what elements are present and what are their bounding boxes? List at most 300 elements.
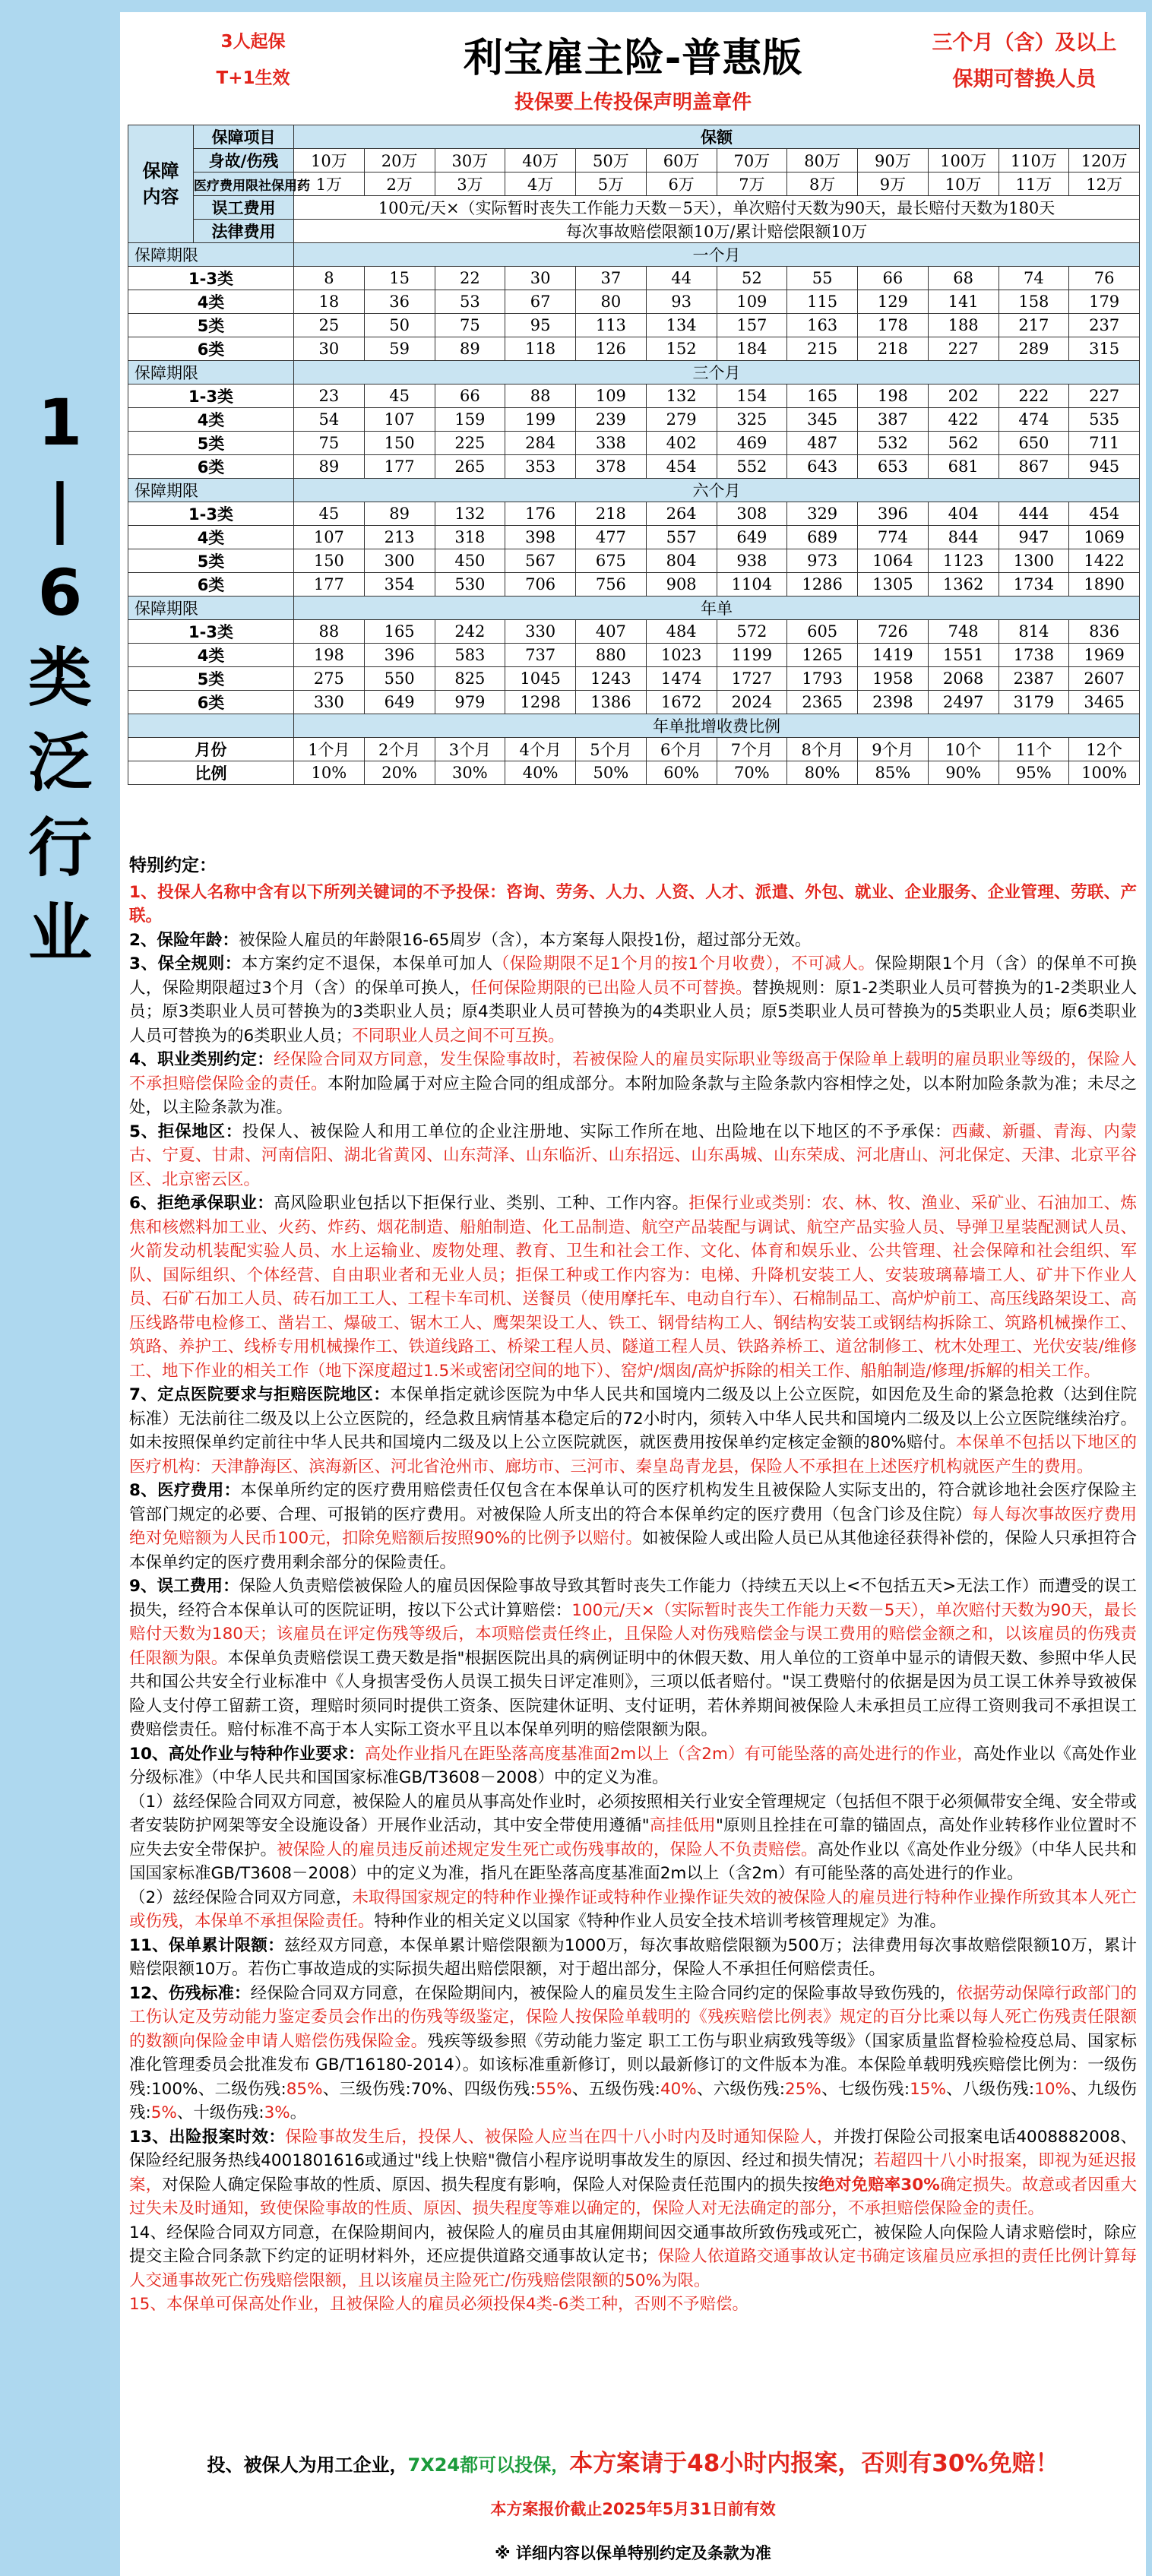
term-text: 6、拒绝承保职业： (129, 1194, 274, 1213)
death-value: 60万 (646, 149, 717, 172)
premium-cell: 1727 (717, 667, 787, 691)
premium-cell: 947 (999, 526, 1069, 549)
premium-cell: 315 (1069, 337, 1140, 361)
term-item (129, 1048, 1137, 1120)
term-text: 兹经双方同意，本保单累计赔偿限额为1000万，每次事故赔偿限额为500万；法律费用每次事故赔偿限额10万，累计赔偿限额10万。若伤亡事故造成的实际损失超出赔偿限额，对于超出部分，保险人不承担任何赔偿责任。 (129, 1935, 1137, 1979)
premium-cell: 188 (928, 314, 999, 337)
premium-cell: 225 (435, 432, 505, 455)
premium-cell: 289 (999, 337, 1069, 361)
premium-cell: 177 (294, 573, 365, 597)
term-text: 15、本保单可保高处作业，且被保险人的雇员必须投保4类-6类工种，否则不予赔偿。 (129, 2295, 748, 2314)
term-text: 10、高处作业与特种作业要求： (129, 1744, 365, 1764)
premium-cell: 748 (928, 620, 999, 644)
premium-cell: 908 (646, 573, 717, 597)
premium-cell: 213 (364, 526, 435, 549)
premium-cell: 1305 (858, 573, 929, 597)
premium-cell: 176 (505, 502, 576, 526)
term-text: 保险人依道路交通事故认定书确定该雇员应承担的责任比例计算每人交通事故死亡伤残赔偿限额，且以该雇员主险死亡/伤残赔偿限额的50%为限。 (129, 2247, 1137, 2290)
premium-cell: 217 (999, 314, 1069, 337)
term-text: 任何保险期限的已出险人员不可替换。 (470, 978, 752, 998)
footer-line1-a: 投、被保人为用工企业， (207, 2454, 408, 2476)
table-row (128, 714, 1140, 738)
period-label: 保障期限 (128, 597, 294, 620)
term-item (129, 929, 1137, 953)
premium-cell: 37 (576, 267, 647, 290)
ratio-blank (128, 714, 294, 738)
premium-cell: 132 (646, 385, 717, 408)
table-row (128, 573, 1140, 597)
medical-value: 6万 (646, 172, 717, 196)
item-label: 保障项目 (194, 125, 294, 149)
ratio-cell: 80% (787, 761, 858, 785)
term-text: 高处作业以《高处作业分级标准》（中华人民共和国国家标准GB/T3608－2008）中的定义为准。 (129, 1744, 1137, 1787)
term-text: 5、拒保地区： (129, 1122, 243, 1141)
premium-cell: 880 (576, 644, 647, 667)
side-title-char: 类 (27, 641, 92, 715)
legal-label: 法律费用 (194, 220, 294, 243)
medical-label: 医疗费用限社保用药 (194, 172, 294, 196)
ratio-title: 年单批增收费比例 (294, 714, 1140, 738)
premium-cell: 422 (928, 408, 999, 432)
premium-cell: 338 (576, 432, 647, 455)
class-label: 5类 (128, 549, 294, 573)
premium-cell: 979 (435, 691, 505, 714)
table-row (128, 149, 1140, 172)
table-row (128, 385, 1140, 408)
term-text: 保险人负责赔偿被保险人的雇员因保险事故导致其暂时丧失工作能力（持续五天以上<不包括五天>无法工作）而遭受的误工损失，经符合本保单认可的医院证明，按以下公式计算赔偿： (129, 1577, 1137, 1620)
period-name: 六个月 (294, 479, 1140, 502)
term-text: 、八级伤残: (945, 2079, 1035, 2099)
table-row (128, 479, 1140, 502)
ratio-cell: 95% (999, 761, 1069, 785)
premium-cell: 163 (787, 314, 858, 337)
document (120, 12, 1146, 2576)
premium-cell: 107 (294, 526, 365, 549)
premium-cell: 530 (435, 573, 505, 597)
death-value: 50万 (576, 149, 647, 172)
premium-cell: 1023 (646, 644, 717, 667)
table-row (128, 220, 1140, 243)
footer-line1-b: 7X24都可以投保， (407, 2454, 570, 2476)
term-item (129, 1934, 1137, 1982)
premium-cell: 353 (505, 455, 576, 479)
class-label: 5类 (128, 432, 294, 455)
term-text: 经保险合同双方同意，在保险期间内，被保险人的雇员发生主险合同约定的保险事故导致伤残的， (250, 1983, 957, 2003)
death-value: 100万 (928, 149, 999, 172)
medical-value: 4万 (505, 172, 576, 196)
premium-cell: 178 (858, 314, 929, 337)
class-label: 1-3类 (128, 385, 294, 408)
premium-cell: 165 (787, 385, 858, 408)
premium-cell: 706 (505, 573, 576, 597)
premium-cell: 95 (505, 314, 576, 337)
month-cell: 3个月 (435, 738, 505, 761)
premium-cell: 867 (999, 455, 1069, 479)
premium-cell: 67 (505, 290, 576, 314)
premium-cell: 844 (928, 526, 999, 549)
premium-cell: 222 (999, 385, 1069, 408)
premium-cell: 184 (717, 337, 787, 361)
term-text: 绝对免赔率30% (818, 2175, 940, 2195)
term-text: 2、保险年龄： (129, 930, 239, 950)
month-cell: 4个月 (505, 738, 576, 761)
premium-label: 保额 (294, 125, 1140, 149)
premium-cell: 75 (294, 432, 365, 455)
ratio-cell: 40% (505, 761, 576, 785)
table-row (128, 290, 1140, 314)
term-text: 7、定点医院要求与拒赔医院地区： (129, 1385, 391, 1404)
medical-value: 8万 (787, 172, 858, 196)
table-row (128, 620, 1140, 644)
premium-cell: 242 (435, 620, 505, 644)
premium-cell: 115 (787, 290, 858, 314)
period-label: 保障期限 (128, 243, 294, 267)
special-terms-list (129, 881, 1137, 2317)
premium-cell: 265 (435, 455, 505, 479)
header-left-line2: T+1生效 (216, 68, 290, 88)
premium-cell: 1064 (858, 549, 929, 573)
term-text: 、五级伤残: (571, 2079, 660, 2099)
premium-cell: 1738 (999, 644, 1069, 667)
month-cell: 5个月 (576, 738, 647, 761)
term-text: 特种作业的相关定义以国家《特种作业人员安全技术培训考核管理规定》为准。 (374, 1912, 947, 1931)
premium-cell: 1969 (1069, 644, 1140, 667)
death-value: 80万 (787, 149, 858, 172)
premium-cell: 1265 (787, 644, 858, 667)
premium-cell: 836 (1069, 620, 1140, 644)
term-text: 11、保单累计限额： (129, 1935, 284, 1955)
premium-cell: 1793 (787, 667, 858, 691)
term-text: 14、经保险合同双方同意，在保险期间内，被保险人的雇员由其雇佣期间因交通事故所致伤残或死亡，被保险人向保险人请求赔偿时，除应提交主险合同条款下约定的证明材料外，还应提供道路交通事故认定书； (129, 2223, 1137, 2266)
premium-cell: 158 (999, 290, 1069, 314)
page-title: 利宝雇主险-普惠版 (463, 36, 803, 81)
term-text: 本保单不包括以下地区的医疗机构：天津静海区、滨海新区、河北省沧州市、廊坊市、三河市、秦皇岛青龙县，保险人不承担在上述医疗机构就医产生的费用。 (129, 1433, 1137, 1476)
premium-cell: 76 (1069, 267, 1140, 290)
medical-value: 9万 (858, 172, 929, 196)
premium-cell: 15 (364, 267, 435, 290)
header (120, 12, 1146, 138)
premium-cell: 141 (928, 290, 999, 314)
term-text: 被保险人的雇员违反前述规定发生死亡或伤残事故的，保险人不负责赔偿。 (277, 1840, 818, 1859)
premium-cell: 2024 (717, 691, 787, 714)
premium-cell: 407 (576, 620, 647, 644)
class-label: 4类 (128, 526, 294, 549)
medical-value: 2万 (364, 172, 435, 196)
premium-cell: 150 (364, 432, 435, 455)
term-item (129, 1191, 1137, 1383)
premium-cell: 227 (1069, 385, 1140, 408)
term-text: 1、投保人名称中含有以下所列关键词的不予投保：咨询、劳务、人力、人资、人才、派遣、外包、就业、企业服务、企业管理、劳联、产联。 (129, 882, 1137, 926)
month-label: 月份 (128, 738, 294, 761)
footer-disclaimer: ※ 详细内容以保单特别约定及条款为准 (495, 2544, 771, 2562)
ratio-cell: 50% (576, 761, 647, 785)
premium-cell: 550 (364, 667, 435, 691)
premium-cell: 474 (999, 408, 1069, 432)
term-text: 拒保行业或类别：农、林、牧、渔业、采矿业、石油加工、炼焦和核燃料加工业、火药、炸药、烟花制造、船舶制造、化工品制造、航空产品装配与调试、航空产品实验人员、导弹卫星装配测试人员、火箭发动机装配实验人员、水上运输业、废物处理、教育、卫生和社会工作、文化、体育和娱乐业、公共管理、社会保障和社会组织、军队、国际组织、个体经营、自由职业者和无业人员；拒保工种或工作内容为：电梯、升降机安装工人、安装玻璃幕墙工人、矿井下作业人员、石矿石加工人员、砖石加工工人、工程卡车司机、送餐员（使用摩托车、电动自行车）、石棉制品工、高炉炉前工、高压线路架设工、高压线路带电检修工、凿岩工、爆破工、锯木工人、鹰架架设工人、铁工、钢骨结构工人、钢结构安装工或钢结构拆除工、筑路机械操作工、筑路、养护工、线桥专用机械操作工、铁道线路工、桥梁工程人员、隧道工程人员、铁路养桥工、道岔制修工、枕木处理工、光伏安装/维修工、地下作业的相关工作（地下深度超过1.5米或密闭空间的地下）、窑炉/烟囱/高炉拆除的相关工作、船舶制造/修理/拆解的相关工作。 (129, 1194, 1137, 1381)
death-label: 身故/伤残 (194, 149, 294, 172)
term-text: （1）兹经保险合同双方同意，被保险人的雇员从事高处作业时，必须按照相关行业安全管理规定（包括但不限于必须佩带安全绳、安全带或者安装防护网架等安全设施设备）开展作业活动，其中安全带使用遵循" (129, 1792, 1137, 1835)
premium-cell: 825 (435, 667, 505, 691)
premium-cell: 150 (294, 549, 365, 573)
term-text: 投保人、被保险人和用工单位的企业注册地、实际工作所在地、出险地在以下地区的不予承保： (242, 1122, 952, 1141)
term-text: 、十级伤残: (176, 2103, 264, 2122)
premium-cell: 2607 (1069, 667, 1140, 691)
premium-cell: 469 (717, 432, 787, 455)
table-row (128, 337, 1140, 361)
premium-cell: 218 (858, 337, 929, 361)
class-label: 6类 (128, 691, 294, 714)
class-label: 1-3类 (128, 502, 294, 526)
premium-cell: 562 (928, 432, 999, 455)
premium-cell: 8 (294, 267, 365, 290)
premium-cell: 154 (717, 385, 787, 408)
class-label: 5类 (128, 667, 294, 691)
term-item (129, 1383, 1137, 1479)
premium-cell: 134 (646, 314, 717, 337)
ratio-cell: 60% (646, 761, 717, 785)
table-row (128, 267, 1140, 290)
premium-cell: 74 (999, 267, 1069, 290)
premium-cell: 402 (646, 432, 717, 455)
premium-cell: 284 (505, 432, 576, 455)
footer (120, 2441, 1146, 2568)
term-text: 100元/天×（实际暂时丧失工作能力天数－5天），单次赔付天数为90天，最长赔付天数为180天；该雇员在评定伤残等级后，本项赔偿责任终止，且保险人对伤残赔偿金与误工费用的赔偿金额之和，以该雇员的伤残责任限额为限。 (129, 1600, 1137, 1668)
term-text: 替换规则：原1-2类职业人员可替换为的1-2类职业人员；原3类职业人员可替换为的3类职业人员；原4类职业人员可替换为的4类职业人员；原5类职业人员可替换为的5类职业人员；原6类职业人员可替换为的6类职业人员； (129, 978, 1137, 1046)
term-text: 保险期限1个月（含）的保单不可换人，保险期限超过3个月（含）的保单可换人， (129, 954, 1137, 998)
header-left-line1: 3人起保 (220, 32, 286, 52)
term-item (129, 1982, 1137, 2125)
premium-cell: 113 (576, 314, 647, 337)
month-cell: 6个月 (646, 738, 717, 761)
premium-cell: 2068 (928, 667, 999, 691)
side-title-char: 泛 (27, 726, 92, 800)
premium-cell: 649 (364, 691, 435, 714)
term-text: 、六级伤残: (696, 2079, 786, 2099)
premium-cell: 30 (294, 337, 365, 361)
premium-cell: 1243 (576, 667, 647, 691)
special-terms (129, 854, 1137, 2317)
premium-cell: 50 (364, 314, 435, 337)
premium-cell: 52 (717, 267, 787, 290)
term-text: 8、医疗费用： (129, 1481, 241, 1500)
term-item (129, 1742, 1137, 1790)
table-row (128, 172, 1140, 196)
period-label: 保障期限 (128, 479, 294, 502)
class-label: 6类 (128, 573, 294, 597)
premium-cell: 129 (858, 290, 929, 314)
term-text: 、九级伤残: (129, 2079, 1137, 2122)
premium-cell: 814 (999, 620, 1069, 644)
premium-cell: 396 (858, 502, 929, 526)
premium-cell: 198 (294, 644, 365, 667)
term-item (129, 1120, 1137, 1192)
premium-cell: 318 (435, 526, 505, 549)
premium-cell: 532 (858, 432, 929, 455)
term-text: 本保单所约定的医疗费用赔偿责任仅包含在本保单认可的医疗机构发生且被保险人实际支出的，符合就诊地社会医疗保险主管部门规定的必要、合理、可报销的医疗费用。对被保险人所支出的符合本保单约定的医疗费用（包含门诊及住院） (129, 1481, 1137, 1524)
premium-cell: 2365 (787, 691, 858, 714)
term-text: 本附加险属于对应主险合同的组成部分。本附加险条款与主险条款内容相悖之处，以本附加险条款为准；未尽之处，以主险条款为准。 (129, 1074, 1137, 1117)
premium-cell: 1419 (858, 644, 929, 667)
period-label: 保障期限 (128, 361, 294, 385)
premium-cell: 22 (435, 267, 505, 290)
premium-cell: 179 (1069, 290, 1140, 314)
class-label: 4类 (128, 408, 294, 432)
premium-cell: 1474 (646, 667, 717, 691)
medical-value: 7万 (717, 172, 787, 196)
table-row (128, 549, 1140, 573)
term-item (129, 1479, 1137, 1574)
premium-cell: 387 (858, 408, 929, 432)
premium-cell: 484 (646, 620, 717, 644)
term-text: 、七级伤残: (821, 2079, 910, 2099)
premium-cell: 25 (294, 314, 365, 337)
premium-cell: 53 (435, 290, 505, 314)
premium-cell: 1890 (1069, 573, 1140, 597)
premium-cell: 159 (435, 408, 505, 432)
premium-cell: 88 (294, 620, 365, 644)
premium-cell: 1069 (1069, 526, 1140, 549)
ratio-cell: 30% (435, 761, 505, 785)
premium-cell: 572 (717, 620, 787, 644)
premium-cell: 354 (364, 573, 435, 597)
medical-value: 11万 (999, 172, 1069, 196)
premium-cell: 107 (364, 408, 435, 432)
premium-cell: 378 (576, 455, 647, 479)
premium-cell: 535 (1069, 408, 1140, 432)
footer-line1-c: 本方案请于48小时内报案，否则有30%免赔！ (569, 2450, 1059, 2477)
term-text: "原则且拴挂在可靠的锚固点，高处作业转移作业位置时不应失去安全带保护。 (129, 1816, 1137, 1859)
premium-cell: 215 (787, 337, 858, 361)
premium-cell: 109 (717, 290, 787, 314)
premium-cell: 804 (646, 549, 717, 573)
term-text: 。 (290, 2103, 307, 2122)
premium-cell: 54 (294, 408, 365, 432)
death-value: 110万 (999, 149, 1069, 172)
ratio-label: 比例 (128, 761, 294, 785)
premium-cell: 650 (999, 432, 1069, 455)
premium-cell: 726 (858, 620, 929, 644)
table-row (128, 691, 1140, 714)
term-text: 高风险职业包括以下拒保行业、类别、工种、工作内容。 (274, 1194, 689, 1213)
premium-cell: 199 (505, 408, 576, 432)
term-item (129, 952, 1137, 1048)
premium-cell: 88 (505, 385, 576, 408)
period-name: 一个月 (294, 243, 1140, 267)
premium-cell: 275 (294, 667, 365, 691)
premium-cell: 18 (294, 290, 365, 314)
table-row (128, 761, 1140, 785)
term-text: 依据劳动保障行政部门的工伤认定及劳动能力鉴定委员会作出的伤残等级鉴定，保险人按保险单载明的《残疾赔偿比例表》规定的百分比乘以每人死亡伤残责任限额的数额向保险金申请人赔偿伤残保险金。 (129, 1983, 1137, 2051)
premium-cell: 938 (717, 549, 787, 573)
term-text: 15% (910, 2079, 946, 2099)
premium-cell: 643 (787, 455, 858, 479)
premium-cell: 1199 (717, 644, 787, 667)
ratio-cell: 85% (858, 761, 929, 785)
premium-cell: 649 (717, 526, 787, 549)
ratio-cell: 90% (928, 761, 999, 785)
premium-cell: 1298 (505, 691, 576, 714)
term-item (129, 1790, 1137, 1886)
premium-cell: 227 (928, 337, 999, 361)
premium-cell: 653 (858, 455, 929, 479)
term-text: 9、误工费用： (129, 1577, 239, 1596)
term-text: 3、保全规则： (129, 954, 242, 973)
term-item (129, 881, 1137, 929)
side-panel-right (1146, 0, 1152, 2576)
premium-cell: 132 (435, 502, 505, 526)
premium-cell: 152 (646, 337, 717, 361)
premium-cell: 3179 (999, 691, 1069, 714)
premium-cell: 1300 (999, 549, 1069, 573)
term-item (129, 2293, 1137, 2317)
premium-cell: 1386 (576, 691, 647, 714)
premium-cell: 605 (787, 620, 858, 644)
term-text: 10% (1034, 2079, 1071, 2099)
month-cell: 10个 (928, 738, 999, 761)
ratio-cell: 20% (364, 761, 435, 785)
term-text: 每人每次事故医疗费用绝对免赔额为人民币100元，扣除免赔额后按照90%的比例予以赔付。 (129, 1505, 1137, 1548)
class-label: 6类 (128, 455, 294, 479)
side-title-char: | (48, 470, 72, 545)
premium-cell: 118 (505, 337, 576, 361)
term-item (129, 1886, 1137, 1934)
term-text: 不同职业人员之间不可互换。 (352, 1026, 565, 1046)
death-value: 30万 (435, 149, 505, 172)
premium-cell: 3465 (1069, 691, 1140, 714)
class-label: 1-3类 (128, 620, 294, 644)
premium-cell: 89 (435, 337, 505, 361)
premium-cell: 45 (294, 502, 365, 526)
premium-cell: 1734 (999, 573, 1069, 597)
premium-cell: 567 (505, 549, 576, 573)
premium-cell: 66 (435, 385, 505, 408)
section-label: 保障内容 (128, 125, 194, 243)
term-text: 85% (286, 2079, 323, 2099)
term-text: （2）兹经保险合同双方同意， (129, 1888, 353, 1907)
premium-cell: 218 (576, 502, 647, 526)
death-value: 70万 (717, 149, 787, 172)
premium-cell: 89 (294, 455, 365, 479)
premium-cell: 450 (435, 549, 505, 573)
header-right-line2: 保期可替换人员 (952, 68, 1097, 91)
premium-cell: 80 (576, 290, 647, 314)
month-cell: 12个 (1069, 738, 1140, 761)
death-value: 120万 (1069, 149, 1140, 172)
lost-label: 误工费用 (194, 196, 294, 220)
death-value: 20万 (364, 149, 435, 172)
table-row (128, 597, 1140, 620)
premium-cell: 675 (576, 549, 647, 573)
month-cell: 7个月 (717, 738, 787, 761)
class-label: 5类 (128, 314, 294, 337)
premium-cell: 945 (1069, 455, 1140, 479)
premium-cell: 711 (1069, 432, 1140, 455)
premium-cell: 487 (787, 432, 858, 455)
premium-cell: 1672 (646, 691, 717, 714)
premium-cell: 165 (364, 620, 435, 644)
term-text: 对保险人确定保险事故的性质、原因、损失程度有影响，保险人对保险责任范围内的损失按 (162, 2175, 819, 2195)
premium-cell: 454 (1069, 502, 1140, 526)
term-item (129, 2125, 1137, 2221)
premium-cell: 1551 (928, 644, 999, 667)
premium-cell: 36 (364, 290, 435, 314)
premium-cell: 454 (646, 455, 717, 479)
premium-cell: 1104 (717, 573, 787, 597)
death-value: 90万 (858, 149, 929, 172)
table-row (128, 408, 1140, 432)
table-row (128, 455, 1140, 479)
page-subtitle: 投保要上传投保声明盖章件 (514, 91, 752, 114)
